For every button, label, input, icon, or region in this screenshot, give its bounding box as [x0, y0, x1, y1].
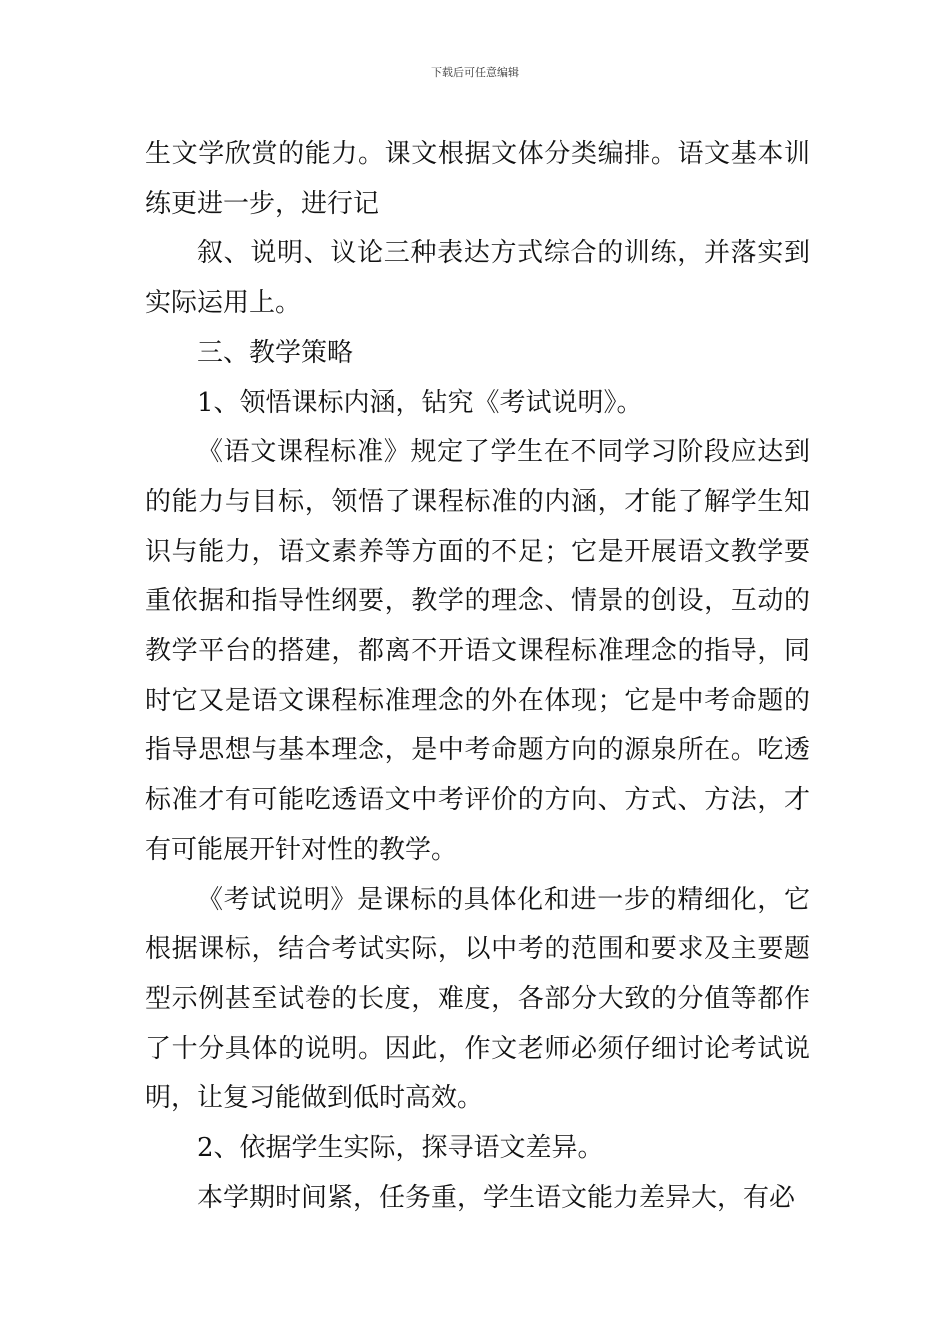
subheading-2: 2、依据学生实际，探寻语文差异。 — [197, 1133, 604, 1164]
paragraph-exam-description: 《考试说明》是课标的具体化和进一步的精细化，它根据课标，结合考试实际，以中考的范围和要求及主要题型示例甚至试卷的长度，难度，各部分大致的分值等都作了十分具体的说明。因此，作文老师必须仔细讨论考试说明，让复习能做到低时高效。 — [145, 884, 810, 1114]
page-header-note: 下载后可任意编辑 — [431, 66, 519, 79]
paragraph-curriculum-standard: 《语文课程标准》规定了学生在不同学习阶段应达到的能力与目标，领悟了课程标准的内涵，才能了解学生知识与能力，语文素养等方面的不足；它是开展语文教学要重依据和指导性纲要，教学的理念、情景的创设，互动的教学平台的搭建，都离不开语文课程标准理念的指导，同时它又是语文课程标准理念的外在体现；它是中考命题的指导思想与基本理念，是中考命题方向的源泉所在。吃透标准才有可能吃透语文中考评价的方向、方式、方法，才有可能展开针对性的教学。 — [145, 437, 810, 865]
subheading-1: 1、领悟课标内涵，钻究《考试说明》。 — [197, 387, 643, 418]
paragraph-semester: 本学期时间紧，任务重，学生语文能力差异大，有必 — [197, 1182, 796, 1213]
paragraph-2: 叙、说明、议论三种表达方式综合的训练，并落实到实际运用上。 — [145, 238, 810, 319]
paragraph-1: 生文学欣赏的能力。课文根据文体分类编排。语文基本训练更进一步，进行记 — [145, 139, 810, 219]
document-body — [145, 130, 810, 1223]
section-heading-teaching-strategy: 三、教学策略 — [197, 337, 354, 368]
